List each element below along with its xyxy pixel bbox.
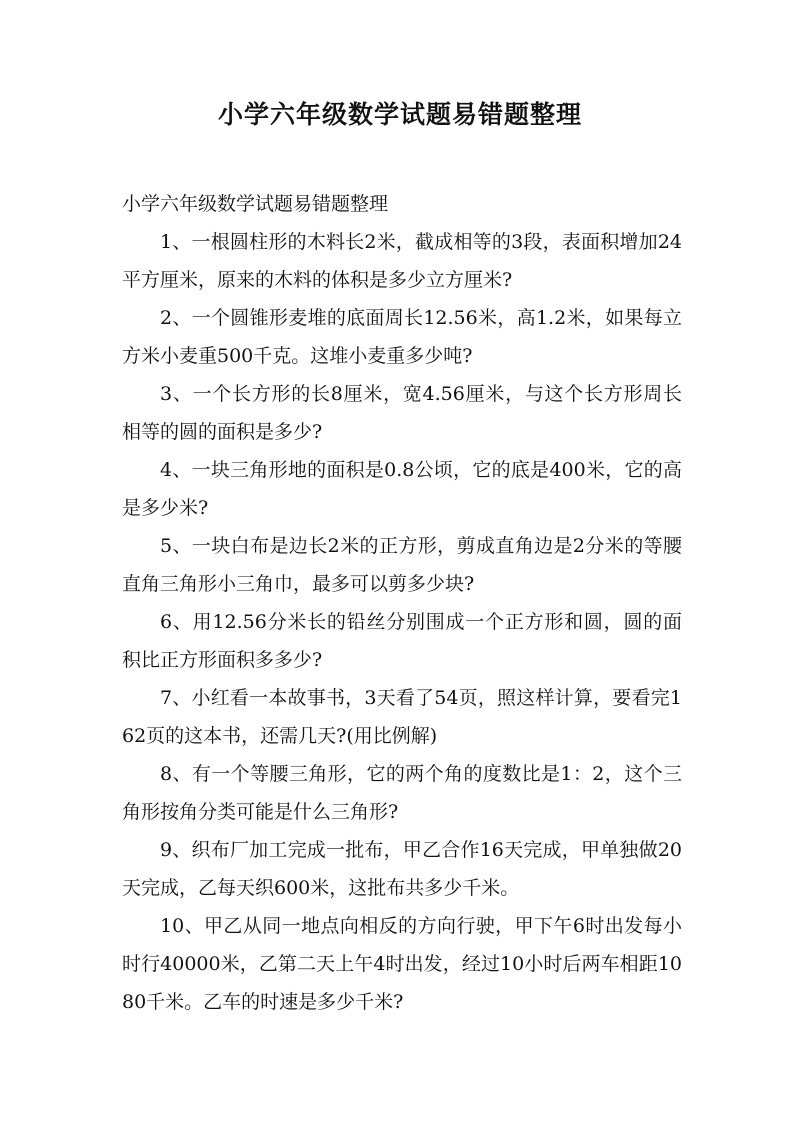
question-7: 7、小红看一本故事书，3天看了54页，照这样计算，要看完162页的这本书，还需几天?(用比例解) <box>122 687 682 747</box>
question-1: 1、一根圆柱形的木料长2米，截成相等的3段，表面积增加24平方厘米，原来的木料的体积是多少立方厘米? <box>122 231 682 291</box>
page-title: 小学六年级数学试题易错题整理 <box>217 100 582 129</box>
document-body <box>122 185 682 1021</box>
question-2: 2、一个圆锥形麦堆的底面周长12.56米，高1.2米，如果每立方米小麦重500千克。这堆小麦重多少吨? <box>122 307 682 367</box>
question-4: 4、一块三角形地的面积是0.8公顷，它的底是400米，它的高是多少米? <box>122 459 682 519</box>
document-subtitle: 小学六年级数学试题易错题整理 <box>122 193 389 215</box>
question-10: 10、甲乙从同一地点向相反的方向行驶，甲下午6时出发每小时行40000米，乙第二天上午4时出发，经过10小时后两车相距1080千米。乙车的时速是多少千米? <box>122 915 682 1013</box>
question-5: 5、一块白布是边长2米的正方形，剪成直角边是2分米的等腰直角三角形小三角巾，最多可以剪多少块? <box>122 535 682 595</box>
question-9: 9、织布厂加工完成一批布，甲乙合作16天完成，甲单独做20天完成，乙每天织600米，这批布共多少千米。 <box>122 839 682 899</box>
question-8: 8、有一个等腰三角形，它的两个角的度数比是1：2，这个三角形按角分类可能是什么三角形? <box>122 763 682 823</box>
question-6: 6、用12.56分米长的铅丝分别围成一个正方形和圆，圆的面积比正方形面积多多少? <box>122 611 682 671</box>
question-3: 3、一个长方形的长8厘米，宽4.56厘米，与这个长方形周长相等的圆的面积是多少? <box>122 383 682 443</box>
